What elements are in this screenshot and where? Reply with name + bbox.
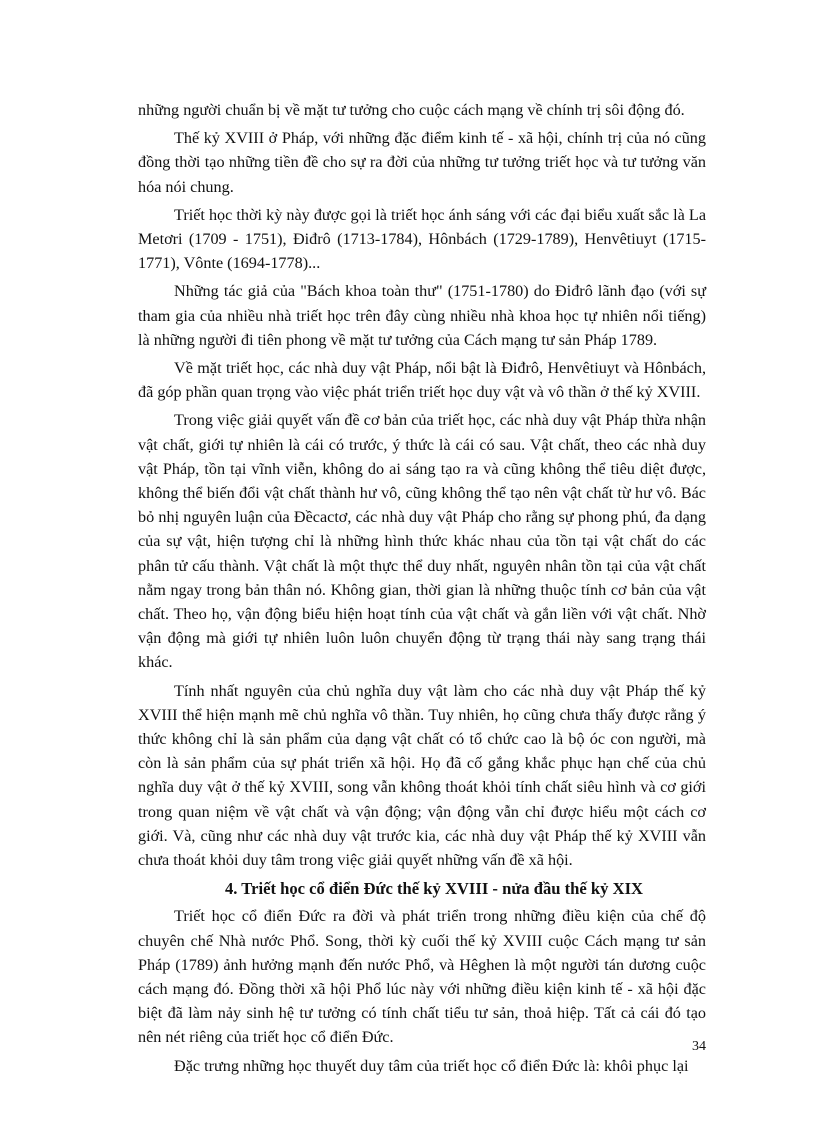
document-page (138, 98, 706, 1082)
paragraph: Triết học cổ điển Đức ra đời và phát triển trong những điều kiện của chế độ chuyên chế Nhà nước Phổ. Song, thời kỳ cuối thế kỷ XVIII cuộc Cách mạng tư sản Pháp (1789) ảnh hưởng mạnh đến nước Phổ, và Hêghen là một người tán dương cuộc cách mạng đó. Đồng thời xã hội Phổ lúc này với những điều kiện kinh tế - xã hội đặc biệt đã làm nảy sinh hệ tư tưởng có tính chất tiểu tư sản, thoả hiệp. Tất cả cái đó tạo nên nét riêng của triết học cổ điển Đức. (138, 907, 706, 1047)
page-number: 34 (692, 1039, 706, 1054)
paragraph: Trong việc giải quyết vấn đề cơ bản của triết học, các nhà duy vật Pháp thừa nhận vật chất, giới tự nhiên là cái có trước, ý thức là cái có sau. Vật chất, theo các nhà duy vật Pháp, tồn tại vĩnh viễn, không do ai sáng tạo ra và cũng không thể tiêu diệt được, không thể biến đổi vật chất thành hư vô, cũng không thể tạo nên vật chất từ hư vô. Bác bỏ nhị nguyên luận của Đềcactơ, các nhà duy vật Pháp cho rằng sự phong phú, đa dạng của sự vật, hiện tượng chỉ là những hình thức khác nhau của tồn tại vật chất do các phân tử cấu thành. Vật chất là một thực thể duy nhất, nguyên nhân tồn tại của vật chất nằm ngay trong bản thân nó. Không gian, thời gian là những thuộc tính cơ bản của vật chất. Theo họ, vận động biểu hiện hoạt tính của vật chất và gắn liền với vật chất. Nhờ vận động mà giới tự nhiên luôn luôn chuyển động từ trạng thái này sang trạng thái khác. (138, 411, 706, 672)
paragraph: Triết học thời kỳ này được gọi là triết học ánh sáng với các đại biểu xuất sắc là La Metơri (1709 - 1751), Điđrô (1713-1784), Hônbách (1729-1789), Henvêtiuyt (1715-1771), Vônte (1694-1778)... (138, 205, 706, 273)
paragraph-continuation: những người chuẩn bị về mặt tư tưởng cho cuộc cách mạng về chính trị sôi động đó. (138, 101, 685, 119)
paragraph: Về mặt triết học, các nhà duy vật Pháp, nổi bật là Điđrô, Henvêtiuyt và Hônbách, đã góp phần quan trọng vào việc phát triển triết học duy vật và vô thần ở thế kỷ XVIII. (138, 359, 706, 402)
paragraph: Đặc trưng những học thuyết duy tâm của triết học cổ điển Đức là: khôi phục lại (174, 1056, 689, 1075)
paragraph: Những tác giả của "Bách khoa toàn thư" (1751-1780) do Điđrô lãnh đạo (với sự tham gia của nhiều nhà triết học trên đây cùng nhiều nhà khoa học tự nhiên nổi tiếng) là những người đi tiên phong về mặt tư tưởng của Cách mạng tư sản Pháp 1789. (138, 282, 706, 349)
paragraph: Thế kỷ XVIII ở Pháp, với những đặc điểm kinh tế - xã hội, chính trị của nó cũng đồng thời tạo những tiền đề cho sự ra đời của những tư tưởng triết học và tư tưởng văn hóa nói chung. (138, 129, 706, 196)
paragraph: Tính nhất nguyên của chủ nghĩa duy vật làm cho các nhà duy vật Pháp thế kỷ XVIII thể hiện mạnh mẽ chủ nghĩa vô thần. Tuy nhiên, họ cũng chưa thấy được rằng ý thức không chỉ là sản phẩm của dạng vật chất có tổ chức cao là bộ óc con người, mà còn là sản phẩm của sự phát triển xã hội. Họ đã cố gắng khắc phục hạn chế của chủ nghĩa duy vật ở thế kỷ XVIII, song vẫn không thoát khỏi tính chất siêu hình và cơ giới trong quan niệm về vật chất và vận động; vận động vẫn chỉ được hiểu một cách cơ giới. Và, cũng như các nhà duy vật trước kia, các nhà duy vật Pháp thế kỷ XVIII vẫn chưa thoát khỏi duy tâm trong việc giải quyết những vấn đề xã hội. (138, 681, 706, 870)
section-heading: 4. Triết học cổ điển Đức thế kỷ XVIII - nửa đầu thế kỷ XIX (224, 879, 644, 899)
